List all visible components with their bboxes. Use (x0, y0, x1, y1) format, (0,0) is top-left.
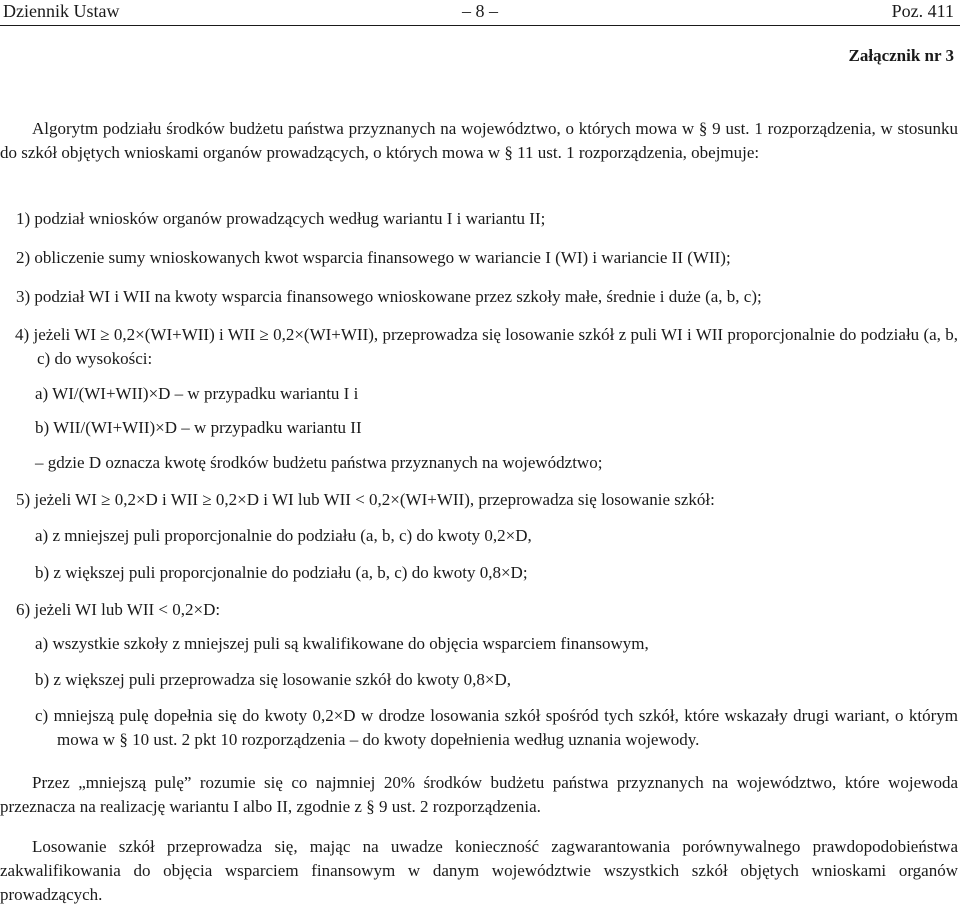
page-header (0, 0, 960, 26)
list-item-6c: c) mniejszą pulę dopełnia się do kwoty 0,2×D w drodze losowania szkół spośród tych szkół, które wskazały drugi wariant, o którym mowa w § 10 ust. 2 pkt 10 rozporządzenia – do kwoty dopełnienia według uznania wojewody. (35, 706, 958, 749)
intro-paragraph: Algorytm podziału środków budżetu państwa przyznanych na województwo, o których mowa w § 9 ust. 1 rozporządzenia, w stosunku do szkół objętych wnioskami organów prowadzących, o których mowa w § 11 ust. 1 rozporządzenia, obejmuje: (0, 119, 958, 162)
list-item-5a: a) z mniejszej puli proporcjonalnie do podziału (a, b, c) do kwoty 0,2×D, (35, 526, 532, 545)
header-rule (0, 25, 960, 26)
paragraph-drawing: Losowanie szkół przeprowadza się, mając na uwadze konieczność zagwarantowania porównywalnego prawdopodobieństwa zakwalifikowania do objęcia wsparciem finansowym w danym województwie wszystkich szkół objętych wnioskami organów prowadzących. (0, 837, 958, 904)
annex-title: Załącznik nr 3 (848, 46, 954, 65)
list-item-1: 1) podział wniosków organów prowadzących według wariantu I i wariantu II; (16, 209, 546, 228)
list-item-2: 2) obliczenie sumy wnioskowanych kwot wsparcia finansowego w wariancie I (WI) i wariancie II (WII); (16, 248, 731, 267)
list-item-5b: b) z większej puli proporcjonalnie do podziału (a, b, c) do kwoty 0,8×D; (35, 563, 528, 582)
page-number: – 8 – (462, 1, 498, 21)
list-item-5: 5) jeżeli WI ≥ 0,2×D i WII ≥ 0,2×D i WI lub WII < 0,2×(WI+WII), przeprowadza się losowanie szkół: (16, 490, 715, 509)
list-item-6a: a) wszystkie szkoły z mniejszej puli są kwalifikowane do objęcia wsparciem finansowym, (35, 634, 649, 653)
list-item-6b: b) z większej puli przeprowadza się losowanie szkół do kwoty 0,8×D, (35, 670, 512, 689)
position-number: Poz. 411 (891, 1, 954, 21)
list-item-4: 4) jeżeli WI ≥ 0,2×(WI+WII) i WII ≥ 0,2×(WI+WII), przeprowadza się losowanie szkół z puli WI i WII proporcjonalnie do podziału (a, b, c) do wysokości: (15, 325, 958, 368)
list-item-3: 3) podział WI i WII na kwoty wsparcia finansowego wnioskowane przez szkoły małe, średnie i duże (a, b, c); (16, 287, 762, 306)
journal-name: Dziennik Ustaw (3, 1, 120, 21)
list-item-4b: b) WII/(WI+WII)×D – w przypadku wariantu II (35, 418, 362, 437)
list-item-4a: a) WI/(WI+WII)×D – w przypadku wariantu I i (35, 384, 359, 403)
list-item-6: 6) jeżeli WI lub WII < 0,2×D: (16, 600, 221, 619)
paragraph-smaller-pool: Przez „mniejszą pulę” rozumie się co najmniej 20% środków budżetu państwa przyznanych na województwo, które wojewoda przeznacza na realizację wariantu I albo II, zgodnie z § 9 ust. 2 rozporządzenia. (0, 773, 958, 816)
list-item-4-note: – gdzie D oznacza kwotę środków budżetu państwa przyznanych na województwo; (35, 453, 603, 472)
